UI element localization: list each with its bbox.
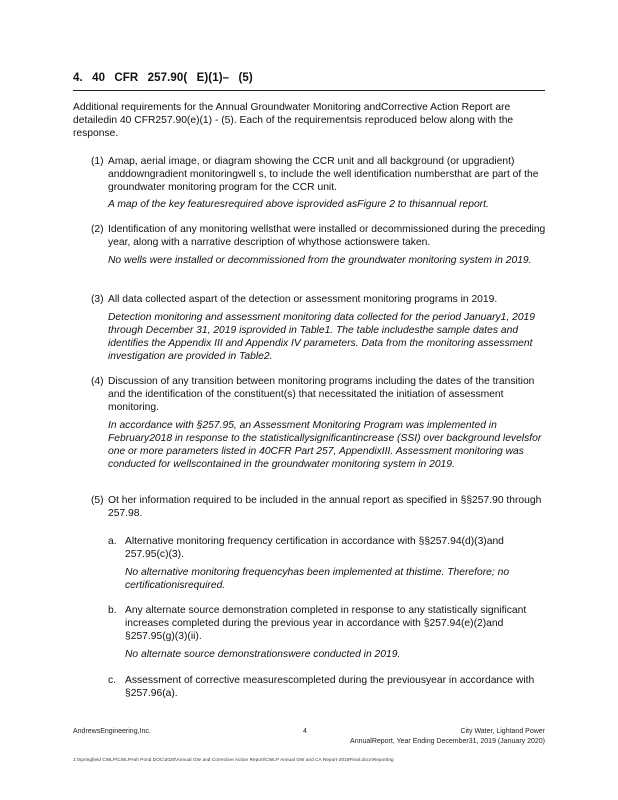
sub-item-text: Alternative monitoring frequency certification in accordance with §§257.94(d)(3)and 257.95(c)(3). [125,536,504,560]
item-text: Identification of any monitoring wellsthat were installed or decommissioned during the preceding year, along with a narrative description of whythose actionswere taken. [108,224,546,248]
item-response: In accordance with §257.95, an Assessment Monitoring Program was implemented in February2018 in response to the statisticallysignificantincrease (SSI) over background levelsfor one or more parameters listed in 40CFR Part 257, AppendixIII. Assessment monitoring was conducted for wellscontained in the groundwater monitoring system in 2019. [108,420,542,470]
footer-client: City Water, Lightand Power [460,728,545,735]
item-number: (3) [91,294,104,305]
sub-item-letter: a. [108,536,117,547]
item-text: Discussion of any transition between monitoring programs including the dates of the transition and the identification of the constituent(s) that necessitated the initiation of assessment monitoring. [108,376,535,413]
heading-rule [73,90,545,91]
sub-item-text: Any alternate source demonstration completed in response to any statistically significant increases completed during the previous year in accordance with §257.94(e)(2)and §257.95(g)(3)(ii). [125,605,527,642]
footer-file-path: J:\Springfield CWLP\CWLPAsh Pond DOC\2020\Annual GW and Corrective Action Report\CWLP Annual GW and CA Report-2019Final.docx\Reporting [73,757,394,762]
item-response: No wells were installed or decommissioned from the groundwater monitoring system in 2019. [108,255,532,266]
item-text: All data collected aspart of the detection or assessment monitoring programs in 2019. [108,294,498,305]
item-number: (2) [91,224,104,235]
item-response: Detection monitoring and assessment monitoring data collected for the period January1, 2019 through December 31, 2019 isprovided in Table1. The table includesthe sample dates and identifies the Appendix III and Appendix IV parameters. Data from the monitoring assessment investigation are provided in Table2. [108,312,535,362]
sub-item-response: No alternate source demonstrationswere conducted in 2019. [125,649,401,660]
item-number: (5) [91,495,104,506]
item-number: (4) [91,376,104,387]
footer-page-number: 4 [303,728,307,735]
item-number: (1) [91,156,104,167]
sub-item-letter: b. [108,605,117,616]
item-text: Amap, aerial image, or diagram showing the CCR unit and all background (or upgradient) anddowngradient monitoringwell s, to include the well identification numbersthat are part of the groundwater monitoring program for the CCR unit. [108,156,539,193]
sub-item-response: No alternative monitoring frequencyhas been implemented at thistime. Therefore; no certificationisrequired. [125,567,510,591]
section-heading: 4. 40 CFR 257.90( E)(1)– (5) [73,72,253,84]
footer-company: AndrewsEngineering,Inc. [73,728,151,735]
sub-item-letter: c. [108,675,117,686]
item-text: Ot her information required to be included in the annual report as specified in §§257.90 through 257.98. [108,495,542,519]
item-response: A map of the key featuresrequired above isprovided asFigure 2 to thisannual report. [108,199,489,210]
footer-report-title: AnnualReport, Year Ending December31, 2019 (January 2020) [350,738,545,745]
intro-paragraph: Additional requirements for the Annual Groundwater Monitoring andCorrective Action Report are detailedin 40 CFR257.90(e)(1) - (5). Each of the requirementsis reproduced below along with the response. [73,102,514,139]
sub-item-text: Assessment of corrective measurescompleted during the previousyear in accordance with §257.96(a). [125,675,535,699]
